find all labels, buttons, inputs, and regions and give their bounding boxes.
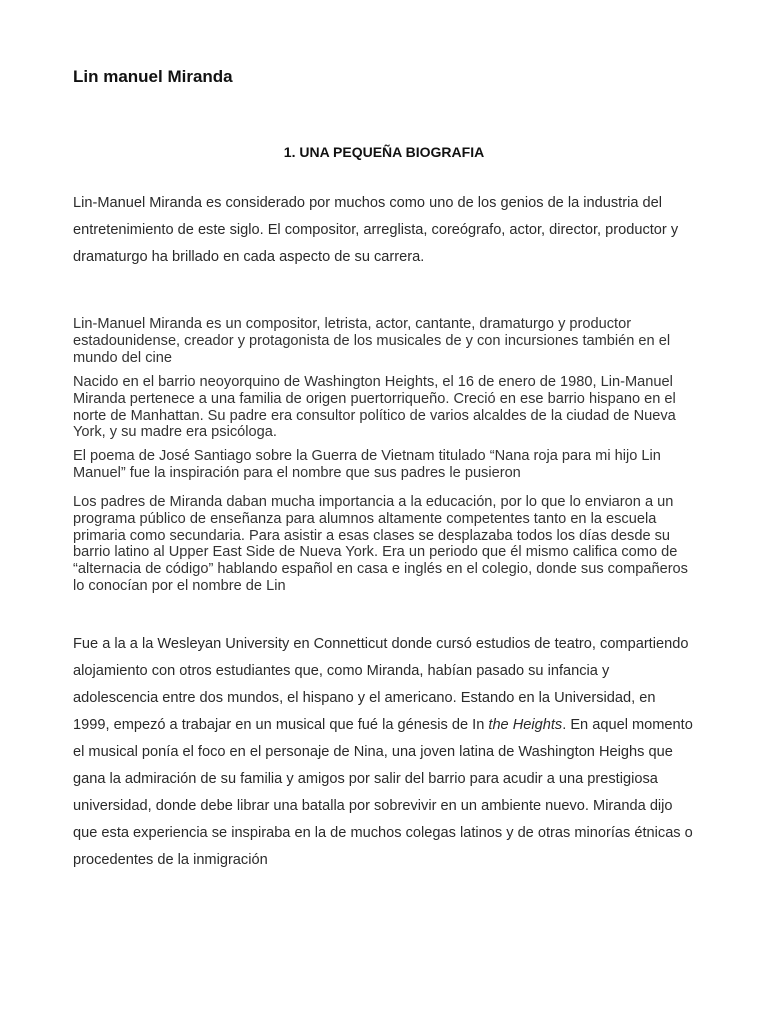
section-heading: 1. UNA PEQUEÑA BIOGRAFIA: [283, 144, 485, 160]
paragraph-education: Los padres de Miranda daban mucha importancia a la educación, por lo que lo enviaron a un programa público de enseñanza para alumnos altamente competentes tanto en la escuela primaria como secundaria. Para asistir a esas clases se desplazaba todos los días desde su barrio latino al Upper East Side de Nueva York. Era un periodo que él mismo califica como de “alternacia de código” hablando español en casa e inglés en el colegio, donde sus compañeros lo conocían por el nombre de Lin: [73, 494, 688, 594]
paragraph-birth: Nacido en el barrio neoyorquino de Washington Heights, el 16 de enero de 1980, Lin-Manuel Miranda pertenece a una familia de origen puertorriqueño. Creció en ese barrio hispano en el norte de Manhattan. Su padre era consultor político de varios alcaldes de la ciudad de Nueva York, y su madre era psicóloga.: [73, 374, 676, 441]
paragraph-university-text-a: Fue a la a la Wesleyan University en Connetticut donde cursó estudios de teatro, compartiendo alojamiento con otros estudiantes que, como Miranda, habían pasado su infancia y adolescencia entre dos mundos, el hispano y el americano. Estando en la Universidad, en 1999, empezó a trabajar en un musical que fué la génesis de In: [73, 636, 689, 733]
paragraph-university-italic: the Heights: [488, 717, 563, 733]
paragraph-university-text-b: . En aquel momento el musical ponía el foco en el personaje de Nina, una joven latina de Washington Heighs que gana la admiración de su familia y amigos por salir del barrio para acudir a una prestigiosa universidad, donde debe librar una batalla por sobrevivir en un ambiente nuevo. Miranda dijo que esta experiencia se inspiraba en la de muchos colegas latinos y de otras minorías étnicas o procedentes de la inmigración: [73, 717, 693, 868]
paragraph-summary: Lin-Manuel Miranda es un compositor, letrista, actor, cantante, dramaturgo y productor estadounidense, creador y protagonista de los musicales de y con incursiones también en el mundo del cine: [73, 316, 671, 366]
paragraph-university: [73, 631, 695, 874]
paragraph-intro: Lin-Manuel Miranda es considerado por muchos como uno de los genios de la industria del entretenimiento de este siglo. El compositor, arreglista, coreógrafo, actor, director, productor y dramaturgo ha brillado en cada aspecto de su carrera.: [73, 195, 679, 265]
document-title: Lin manuel Miranda: [73, 67, 233, 86]
paragraph-name-origin: El poema de José Santiago sobre la Guerra de Vietnam titulado “Nana roja para mi hijo Lin Manuel” fue la inspiración para el nombre que sus padres le pusieron: [73, 448, 661, 481]
